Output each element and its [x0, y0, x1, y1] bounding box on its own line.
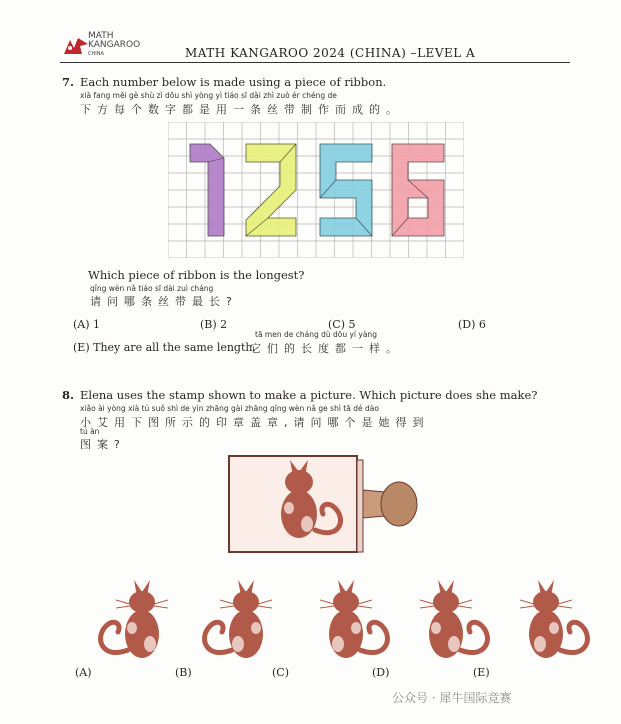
cat-option-e-icon[interactable]	[520, 580, 587, 658]
cat-option-c-icon[interactable]	[320, 580, 387, 658]
q7-option-b[interactable]: (B) 2	[200, 318, 228, 331]
q8-option-b[interactable]: (B)	[175, 666, 192, 679]
q8-stem-pinyin: xiǎo ài yòng xià tú suǒ shì de yìn zhāng gài zhāng qǐng wèn nǎ ge shì tā dé dào	[80, 404, 379, 413]
q7-option-e-chinese: 它们的长度都一样。	[250, 342, 403, 355]
stamp-illustration	[225, 452, 425, 556]
q7-number: 7.	[62, 75, 75, 89]
q8-stem-pinyin-2: tú àn	[80, 427, 100, 436]
q7-option-c[interactable]: (C) 5	[328, 318, 356, 331]
logo-line-kangaroo: KANGAROO	[88, 40, 141, 50]
header-divider	[60, 62, 570, 63]
cat-option-a-icon[interactable]	[101, 580, 168, 658]
q7-stem-chinese: 下方每个数字都是用一条丝带制作而成的。	[80, 103, 403, 116]
logo-wordmark	[88, 32, 140, 59]
logo-line-china: CHINA	[88, 51, 104, 57]
q7-option-e-pinyin: tā men de cháng dù dōu yí yàng	[255, 330, 377, 339]
logo-line-math: MATH	[88, 31, 114, 41]
ribbon-digit-5	[320, 144, 372, 236]
ribbon-digits-grid	[168, 122, 464, 258]
cat-option-d-icon[interactable]	[420, 580, 487, 658]
wechat-watermark: 公众号 · 犀牛国际竞赛	[392, 691, 512, 705]
ribbon-digit-6	[392, 144, 444, 236]
q7-option-a[interactable]: (A) 1	[73, 318, 101, 331]
q7-stem-pinyin: xià fang měi gè shù zì dōu shì yòng yì tiáo sī dài zhì zuò ér chéng de	[80, 91, 337, 100]
q8-option-e[interactable]: (E)	[473, 666, 490, 679]
q7-question-chinese: 请问哪条丝带最长?	[90, 295, 238, 308]
q7-option-e[interactable]: (E) They are all the same length.	[73, 341, 256, 354]
cat-option-b-icon[interactable]	[205, 580, 272, 658]
q7-stem: Each number below is made using a piece of ribbon.	[80, 75, 387, 89]
q8-option-c[interactable]: (C)	[272, 666, 289, 679]
q7-option-d[interactable]: (D) 6	[458, 318, 486, 331]
q8-option-d[interactable]: (D)	[372, 666, 390, 679]
q8-option-a[interactable]: (A)	[75, 666, 92, 679]
q8-stem-chinese-2: 图案?	[80, 438, 126, 451]
q8-number: 8.	[62, 388, 75, 402]
q8-stem: Elena uses the stamp shown to make a picture. Which picture does she make?	[80, 388, 538, 402]
q7-question-pinyin: qǐng wèn nǎ tiáo sī dài zuì cháng	[90, 284, 214, 293]
q7-question: Which piece of ribbon is the longest?	[88, 268, 305, 282]
cat-options-row	[90, 574, 590, 670]
page-title: MATH KANGAROO 2024 (CHINA) –LEVEL A	[185, 46, 476, 60]
kangaroo-logo-icon	[62, 34, 90, 56]
q8-stem-chinese: 小艾用下图所示的印章盖章,请问哪个是她得到	[80, 416, 430, 429]
